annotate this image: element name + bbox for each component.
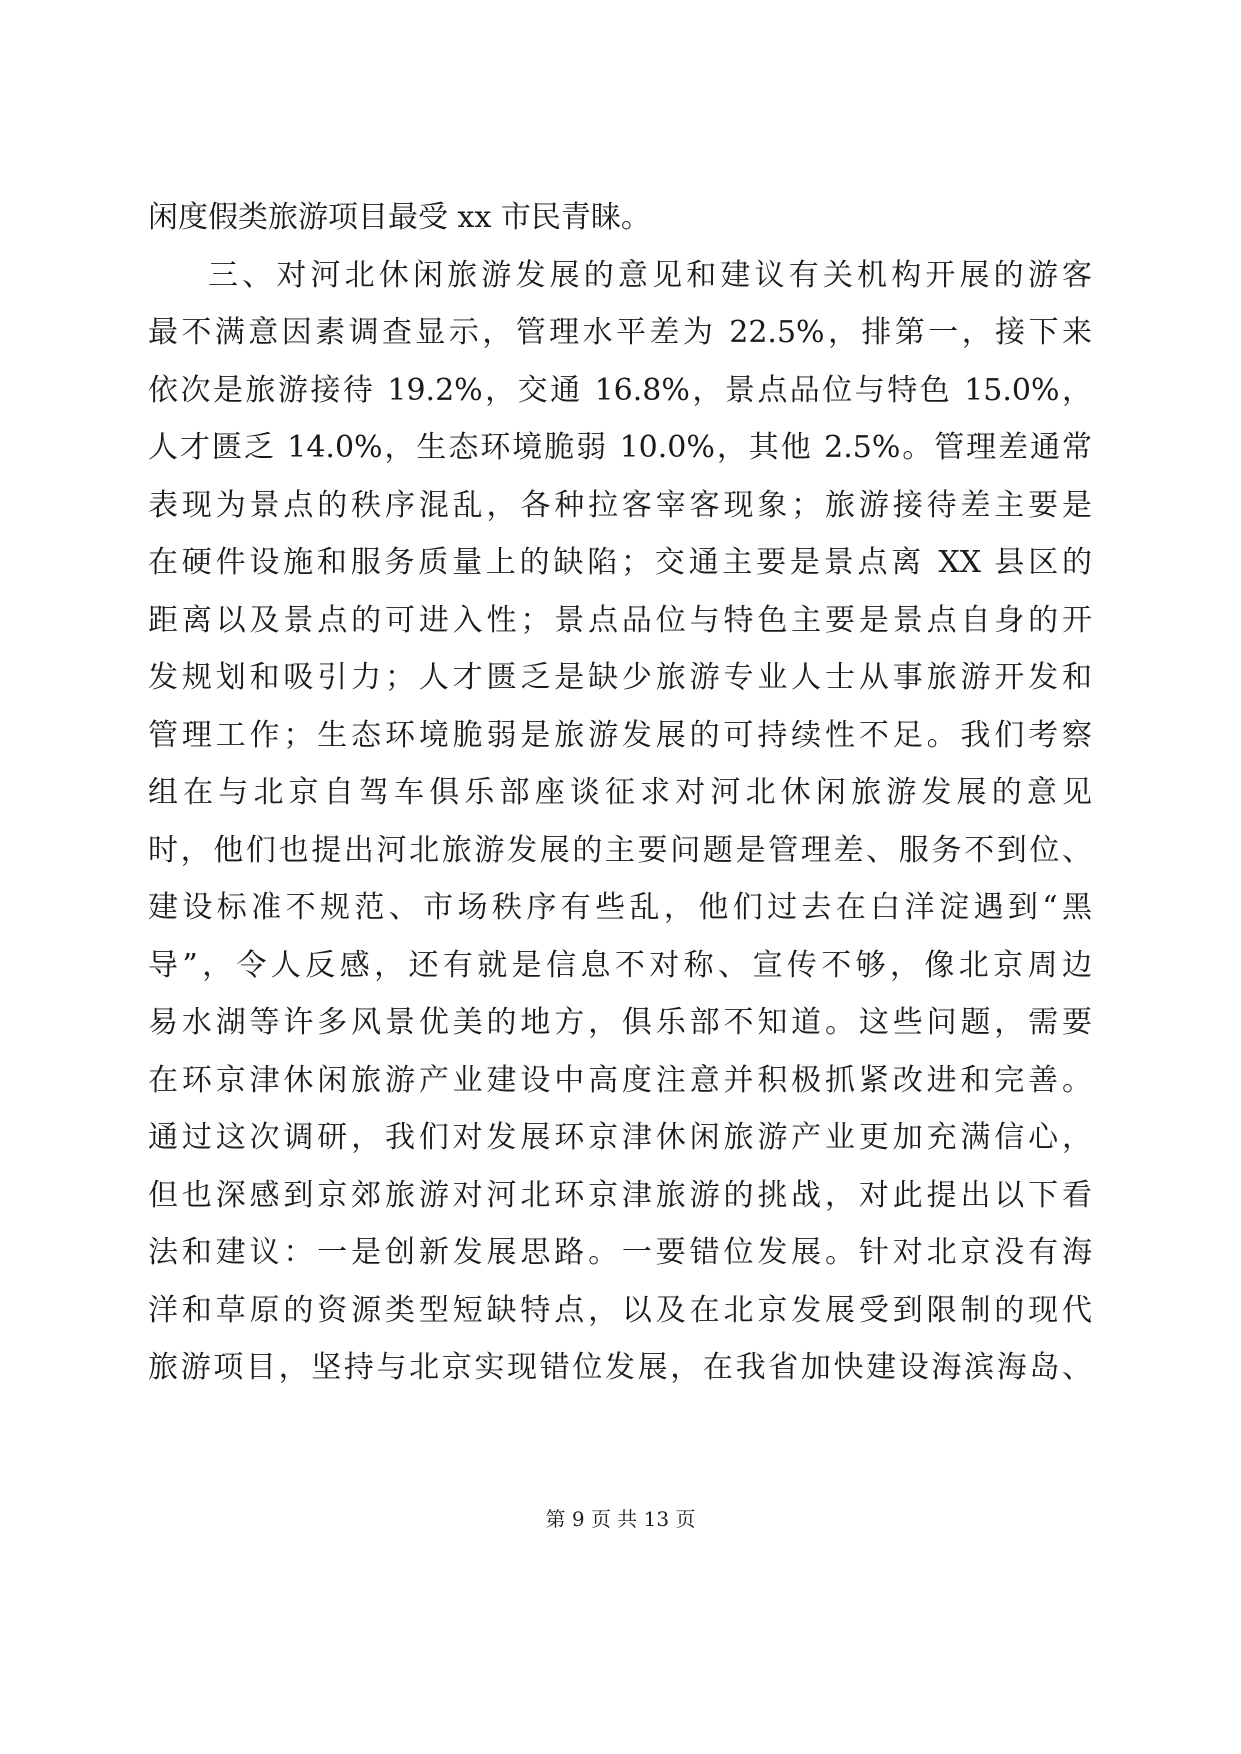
text-line: 最不满意因素调查显示，管理水平差为 22.5%，排第一，接下来 [148, 315, 1092, 350]
text-line: 建设标准不规范、市场秩序有些乱，他们过去在白洋淀遇到“黑 [148, 890, 1092, 925]
text-line: 在硬件设施和服务质量上的缺陷；交通主要是景点离 XX 县区的 [148, 545, 1092, 580]
text-line: 组在与北京自驾车俱乐部座谈征求对河北休闲旅游发展的意见 [148, 775, 1092, 810]
text-line: 时，他们也提出河北旅游发展的主要问题是管理差、服务不到位、 [148, 832, 1092, 868]
text-line: 表现为景点的秩序混乱，各种拉客宰客现象；旅游接待差主要是 [148, 487, 1092, 523]
text-line: 导”，令人反感，还有就是信息不对称、宣传不够，像北京周边 [148, 947, 1092, 983]
text-line: 但也深感到京郊旅游对河北环京津旅游的挑战，对此提出以下看 [148, 1177, 1092, 1213]
text-line: 人才匮乏 14.0%，生态环境脆弱 10.0%，其他 2.5%。管理差通常 [148, 430, 1092, 465]
text-line: 距离以及景点的可进入性；景点品位与特色主要是景点自身的开 [148, 602, 1092, 638]
text-line: 洋和草原的资源类型短缺特点，以及在北京发展受到限制的现代 [148, 1292, 1092, 1328]
text-line: 管理工作；生态环境脆弱是旅游发展的可持续性不足。我们考察 [148, 717, 1092, 753]
text-line: 法和建议：一是创新发展思路。一要错位发展。针对北京没有海 [148, 1235, 1092, 1270]
text-line: 通过这次调研，我们对发展环京津休闲旅游产业更加充满信心， [148, 1120, 1092, 1155]
text-line: 发规划和吸引力；人才匮乏是缺少旅游专业人士从事旅游开发和 [148, 660, 1092, 695]
text-line: 依次是旅游接待 19.2%，交通 16.8%，景点品位与特色 15.0%， [148, 372, 1092, 408]
text-line: 易水湖等许多风景优美的地方，俱乐部不知道。这些问题，需要 [148, 1005, 1092, 1040]
text-line: 三、对河北休闲旅游发展的意见和建议有关机构开展的游客 [208, 257, 1092, 293]
text-line: 旅游项目，坚持与北京实现错位发展，在我省加快建设海滨海岛、 [148, 1350, 1092, 1385]
page-footer: 第 9 页 共 13 页 [545, 1507, 696, 1531]
text-line: 闲度假类旅游项目最受 xx 市民青睐。 [148, 200, 651, 235]
text-line: 在环京津休闲旅游产业建设中高度注意并积极抓紧改进和完善。 [148, 1062, 1092, 1098]
